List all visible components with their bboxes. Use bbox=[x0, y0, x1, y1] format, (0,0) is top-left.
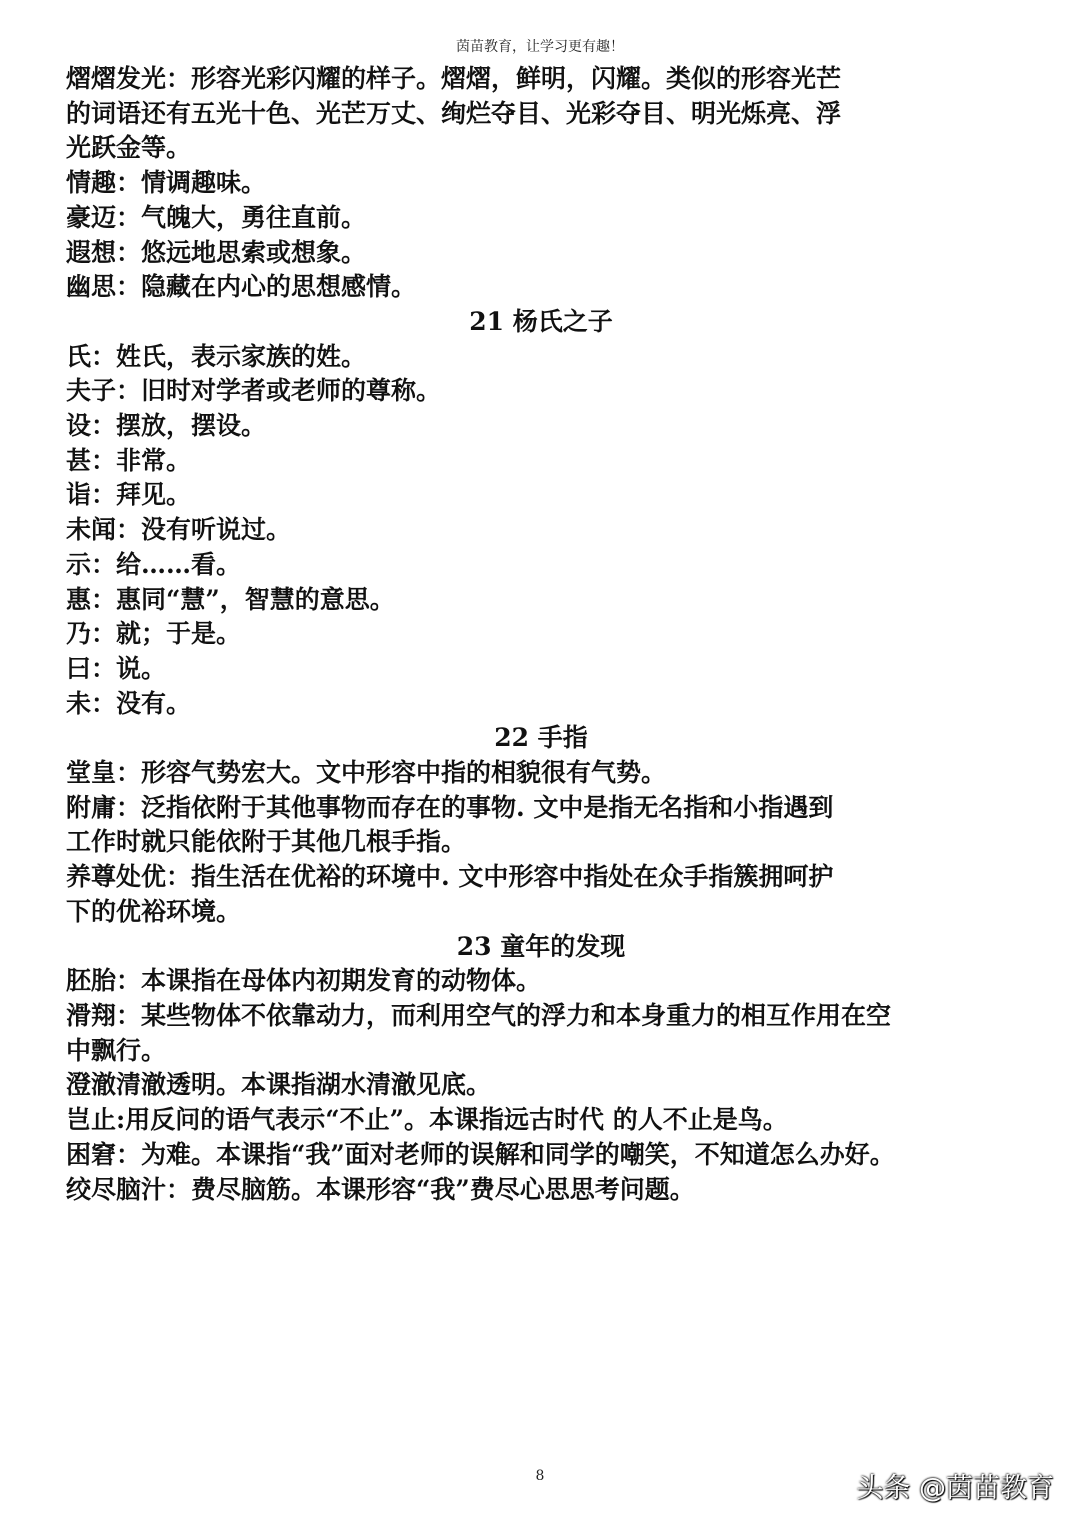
section-heading: 23 童年的发现 bbox=[456, 931, 626, 961]
text-line: 甚：非常。 bbox=[66, 445, 192, 475]
text-line: 夫子：旧时对学者或老师的尊称。 bbox=[66, 376, 442, 406]
text-line: 胚胎：本课指在母体内初期发育的动物体。 bbox=[66, 966, 542, 996]
text-line: 澄澈清澈透明。本课指湖水清澈见底。 bbox=[66, 1070, 492, 1100]
text-line: 示：给……看。 bbox=[66, 549, 242, 579]
text-line: 的词语还有五光十色、光芒万丈、绚烂夺目、光彩夺目、明光烁亮、浮 bbox=[66, 98, 842, 128]
page-number: 8 bbox=[535, 1468, 545, 1484]
text-line: 熠熠发光：形容光彩闪耀的样子。熠熠，鲜明，闪耀。类似的形容光芒 bbox=[66, 64, 842, 93]
text-line: 困窘：为难。本课指“我”面对老师的误解和同学的嘲笑，不知道怎么办好。 bbox=[66, 1139, 895, 1169]
text-line: 滑翔：某些物体不依靠动力，而利用空气的浮力和本身重力的相互作用在空 bbox=[66, 1000, 892, 1030]
text-line: 绞尽脑汁：费尽脑筋。本课形容“我”费尽心思思考问题。 bbox=[66, 1174, 695, 1204]
text-line: 养尊处优：指生活在优裕的环境中. 文中形容中指处在众手指簇拥呵护 bbox=[66, 862, 834, 892]
text-line: 未：没有。 bbox=[66, 688, 192, 718]
text-line: 遐想：悠远地思索或想象。 bbox=[66, 237, 367, 267]
text-line: 未闻：没有听说过。 bbox=[66, 515, 292, 545]
text-line: 豪迈：气魄大，勇往直前。 bbox=[66, 202, 367, 232]
text-line: 惠：惠同“慧”，智慧的意思。 bbox=[66, 584, 395, 614]
text-line: 工作时就只能依附于其他几根手指。 bbox=[66, 827, 467, 857]
text-line: 诣：拜见。 bbox=[66, 480, 192, 510]
text-line: 岂止:用反问的语气表示“不止”。本课指远古时代 的人不止是鸟。 bbox=[66, 1105, 788, 1135]
text-line: 堂皇：形容气势宏大。文中形容中指的相貌很有气势。 bbox=[66, 758, 667, 788]
text-line: 中飘行。 bbox=[66, 1035, 167, 1065]
watermark: 头条 @茵苗教育 bbox=[856, 1473, 1054, 1504]
document-body bbox=[66, 62, 1016, 1207]
text-line: 氏：姓氏，表示家族的姓。 bbox=[66, 341, 367, 371]
text-line: 下的优裕环境。 bbox=[66, 896, 242, 926]
text-line: 附庸：泛指依附于其他事物而存在的事物. 文中是指无名指和小指遇到 bbox=[66, 792, 834, 822]
text-line: 情趣：情调趣味。 bbox=[66, 168, 267, 198]
text-line: 曰：说。 bbox=[66, 653, 167, 683]
section-heading: 22 手指 bbox=[494, 723, 588, 753]
section-heading: 21 杨氏之子 bbox=[469, 306, 613, 336]
text-line: 设：摆放，摆设。 bbox=[66, 411, 267, 441]
page-header: 茵苗教育，让学习更有趣！ bbox=[456, 39, 624, 55]
text-line: 光跃金等。 bbox=[66, 133, 192, 163]
text-line: 乃：就；于是。 bbox=[66, 619, 242, 649]
text-line: 幽思：隐藏在内心的思想感情。 bbox=[66, 272, 417, 302]
